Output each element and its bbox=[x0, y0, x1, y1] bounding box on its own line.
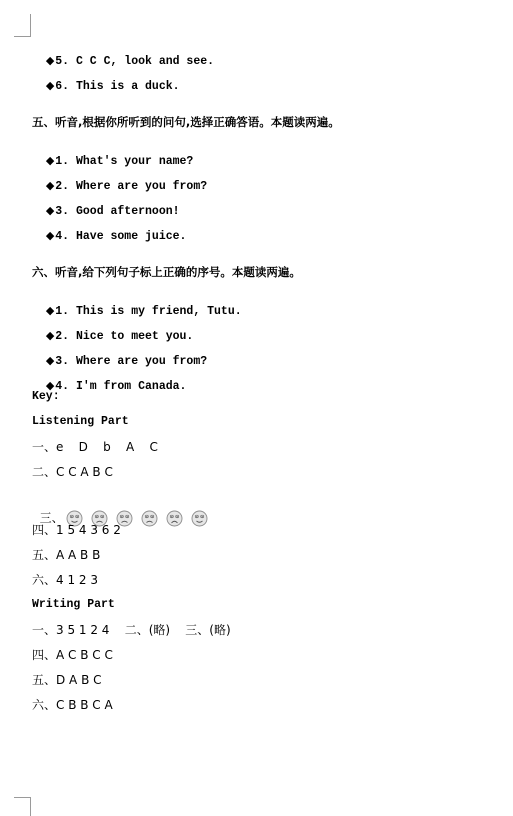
happy-face-icon bbox=[191, 510, 208, 527]
question-text: C C C, look and see. bbox=[76, 55, 215, 68]
question-text: Nice to meet you. bbox=[76, 330, 194, 343]
diamond-bullet-icon: ◆ bbox=[45, 79, 55, 92]
answer-line: 五、D A B C bbox=[32, 673, 102, 687]
writing-part-title: Writing Part bbox=[32, 598, 115, 611]
answer-line: 二、C C A B C bbox=[32, 465, 113, 479]
question-number: 2. bbox=[55, 180, 70, 193]
question-number: 4. bbox=[55, 380, 70, 393]
question-text: I'm from Canada. bbox=[76, 380, 187, 393]
diamond-bullet-icon: ◆ bbox=[45, 229, 55, 242]
key-label: Key: bbox=[32, 390, 60, 403]
answer-line-faces bbox=[32, 491, 208, 527]
question-text: Good afternoon! bbox=[76, 205, 180, 218]
diamond-bullet-icon: ◆ bbox=[45, 204, 55, 217]
question-number: 1. bbox=[55, 305, 70, 318]
question-number: 5. bbox=[55, 55, 70, 68]
question-item bbox=[32, 65, 180, 94]
answer-line: 一、e D b A C bbox=[32, 440, 158, 454]
diamond-bullet-icon: ◆ bbox=[45, 179, 55, 192]
answer-line: 五、A A B B bbox=[32, 548, 101, 562]
diamond-bullet-icon: ◆ bbox=[45, 329, 55, 342]
diamond-bullet-icon: ◆ bbox=[45, 379, 55, 392]
answer-line: 四、1 5 4 3 6 2 bbox=[32, 523, 121, 537]
answer-prefix: 三、 bbox=[39, 511, 64, 525]
question-text: Where are you from? bbox=[76, 180, 208, 193]
question-number: 3. bbox=[55, 355, 70, 368]
answer-line: 一、3 5 1 2 4 二、(略) 三、(略) bbox=[32, 623, 231, 637]
question-number: 1. bbox=[55, 155, 70, 168]
question-number: 3. bbox=[55, 205, 70, 218]
question-number: 4. bbox=[55, 230, 70, 243]
diamond-bullet-icon: ◆ bbox=[45, 304, 55, 317]
question-text: What's your name? bbox=[76, 155, 194, 168]
frown-face-icon bbox=[166, 510, 183, 527]
diamond-bullet-icon: ◆ bbox=[45, 354, 55, 367]
question-text: This is my friend, Tutu. bbox=[76, 305, 242, 318]
page-corner-bottom-left bbox=[14, 797, 31, 816]
diamond-bullet-icon: ◆ bbox=[45, 154, 55, 167]
diamond-bullet-icon: ◆ bbox=[45, 54, 55, 67]
question-number: 2. bbox=[55, 330, 70, 343]
question-item bbox=[32, 215, 186, 244]
listening-part-title: Listening Part bbox=[32, 415, 129, 428]
section-5-heading: 五、听音,根据你所听到的问句,选择正确答语。本题读两遍。 bbox=[32, 115, 340, 129]
question-text: This is a duck. bbox=[76, 80, 180, 93]
answer-line: 四、A C B C C bbox=[32, 648, 113, 662]
answer-line: 六、4 1 2 3 bbox=[32, 573, 98, 587]
question-text: Where are you from? bbox=[76, 355, 208, 368]
page-corner-top-left bbox=[14, 14, 31, 37]
question-number: 6. bbox=[55, 80, 70, 93]
section-6-heading: 六、听音,给下列句子标上正确的序号。本题读两遍。 bbox=[32, 265, 301, 279]
question-text: Have some juice. bbox=[76, 230, 187, 243]
sad-face-icon bbox=[141, 510, 158, 527]
answer-line: 六、C B B C A bbox=[32, 698, 113, 712]
